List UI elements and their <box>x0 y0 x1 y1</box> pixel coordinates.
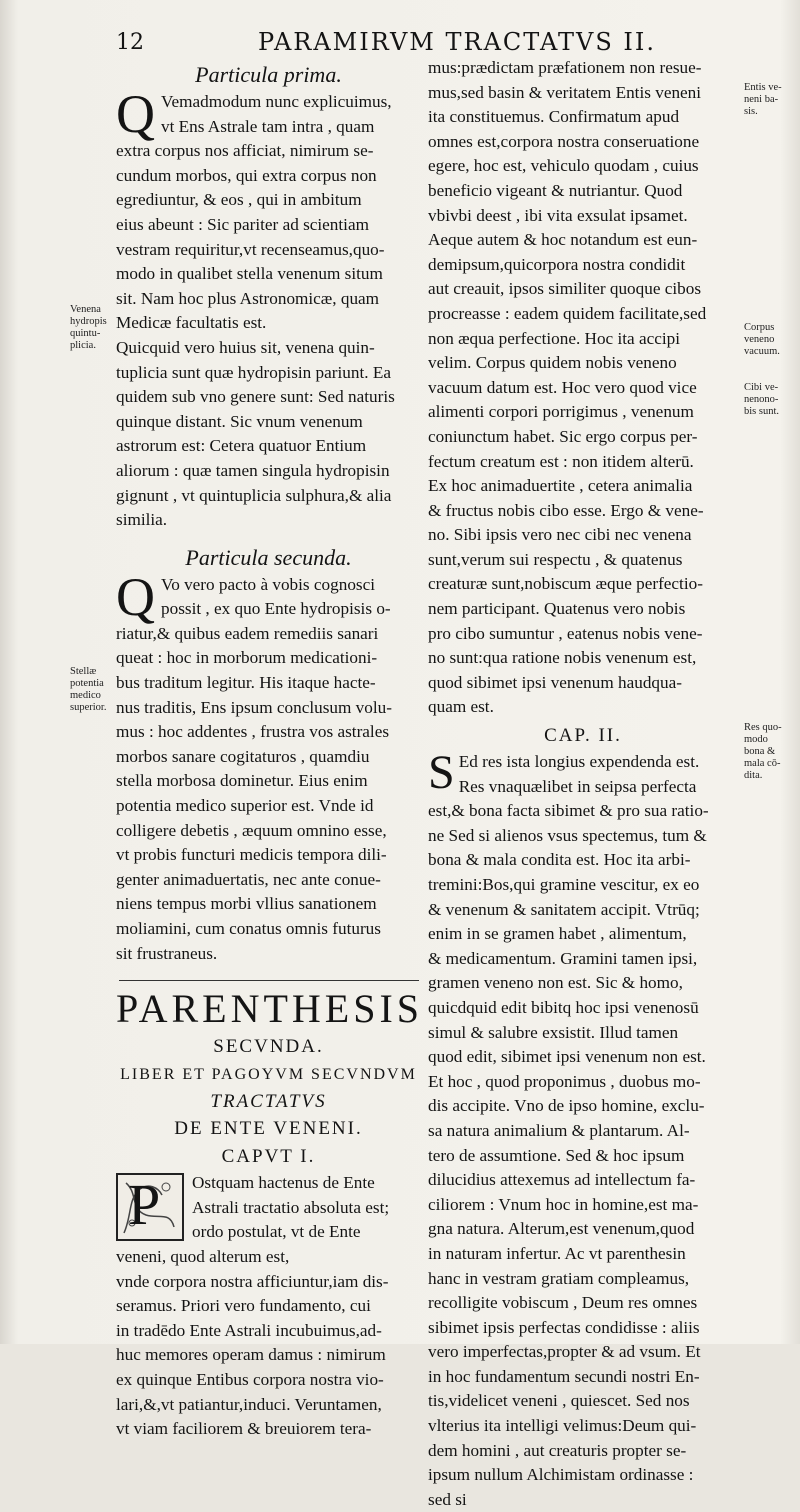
text-line: demipsum,quicorpora nostra condidit <box>428 254 686 274</box>
text-line: Vo vero pacto à vobis cognosci <box>161 574 376 594</box>
text-line: ordo postulat, vt de Ente <box>192 1222 361 1242</box>
text-line: no sunt:qua ratione nobis venenum est, <box>428 648 697 668</box>
right-paragraph-1 <box>428 56 738 720</box>
text-line: potentia medico superior est. Vnde id <box>116 796 374 816</box>
margin-note-corpus <box>744 322 780 358</box>
text-line: quam est. <box>428 697 494 717</box>
margin-note-line: hydropis <box>70 316 107 327</box>
text-line: modo in qualibet stella venenum situm <box>116 264 383 284</box>
text-line: genter animaduertatis, nec ante conue- <box>116 869 381 889</box>
text-line: vbivbi deest , ibi vita exsulat ipsamet. <box>428 205 688 225</box>
text-line: nus traditis, Ens ipsum conclusum volu- <box>116 697 392 717</box>
text-line: Vemadmodum nunc explicuimus, <box>161 92 392 111</box>
text-line: est,& bona facta sibimet & pro sua ratio- <box>428 801 709 821</box>
margin-note-line: quintu- <box>70 328 101 339</box>
margin-note-line: bona & <box>744 746 776 757</box>
margin-note-line: Corpus <box>744 322 775 333</box>
text-line: aliorum : quæ tamen singula hydropisin <box>116 460 390 480</box>
text-line: vt viam faciliorem & breuiorem tera- <box>116 1419 372 1439</box>
text-line: sibimet ipsis perfectas condidisse : aliis <box>428 1317 700 1337</box>
margin-note-line: plicia. <box>70 340 96 351</box>
running-title: PARAMIRVM TRACTATVS II. <box>258 28 656 56</box>
text-line: ita constituemus. Confirmatum apud <box>428 107 680 127</box>
margin-note-line: vacuum. <box>744 346 780 357</box>
text-line: recolligite vobiscum , Deum res omnes <box>428 1293 698 1313</box>
text-line: non æqua perfectione. Hoc ita accipi <box>428 328 680 348</box>
text-line: astrorum est: Cetera quatuor Entium <box>116 436 367 456</box>
text-line: quicdquid edit bibitq hoc ipsi venenosū <box>428 997 699 1017</box>
paragraph-3 <box>116 566 421 967</box>
text-line: Medicæ facultatis est. <box>116 313 267 333</box>
text-line: bona & mala condita est. Hoc ita arbi- <box>428 850 691 870</box>
cap-ii-heading: CAP. II. <box>544 725 622 747</box>
text-line: colligere debetis , æquum omnino esse, <box>116 820 387 840</box>
text-line: tero de assumtione. Sed & hoc ipsum <box>428 1145 685 1165</box>
text-line: morbos sanare cogitaturos , quamdiu <box>116 746 370 766</box>
paragraph-1 <box>116 84 421 336</box>
text-line: vero imperfectas,propter & ad vsum. Et <box>428 1342 701 1362</box>
right-column <box>428 56 738 1512</box>
text-line: quidem sub vno genere sunt: Sed naturis <box>116 387 395 407</box>
text-line: vt Ens Astrale tam intra , quam <box>161 116 375 136</box>
text-line: ex quinque Entibus corpora nostra vio- <box>116 1369 384 1389</box>
text-line: cundum morbos, qui extra corpus non <box>116 165 377 185</box>
text-line: Ex hoc animaduertite , cetera animalia <box>428 476 693 496</box>
ornamental-initial-letter: P <box>128 1172 161 1238</box>
text-line: possit , ex quo Ente hydropisis o- <box>161 599 391 619</box>
text-line: bus traditum legitur. His itaque hacte- <box>116 673 376 693</box>
margin-note-line: Cibi ve- <box>744 382 779 393</box>
margin-note-line: Venena <box>70 304 101 315</box>
drop-cap-q-2: Q <box>116 566 155 627</box>
text-line: Et hoc , quod proponimus , duobus mo- <box>428 1071 701 1091</box>
text-line: quod sibimet ipsi venenum haudqua- <box>428 672 682 692</box>
text-line: tis,videlicet veneni , quiescet. Sed nos <box>428 1391 690 1411</box>
text-line: similia. <box>116 510 168 530</box>
margin-note-line: dita. <box>744 770 763 781</box>
text-line: sed si <box>428 1489 467 1509</box>
text-line: veneni, quod alterum est, <box>116 1246 290 1266</box>
text-line: queat : hoc in morborum medicationi- <box>116 648 378 668</box>
section-subtitle-secunda: SECVNDA. <box>213 1036 324 1058</box>
margin-note-venena <box>70 304 107 352</box>
text-line: Aeque autem & hoc notandum est eun- <box>428 230 698 250</box>
text-line: omnes est,corpora nostra conseruatione <box>428 131 700 151</box>
text-line: & fructus nobis cibo esse. Ergo & vene- <box>428 500 704 520</box>
text-line: in tradēdo Ente Astrali incubuimus,ad- <box>116 1320 382 1340</box>
text-line: egrediuntur, & eos , qui in ambitum <box>116 190 362 210</box>
text-line: extra corpus nos afficiat, nimirum se- <box>116 141 374 161</box>
margin-note-line: mala cō- <box>744 758 781 769</box>
paragraph-4 <box>116 1171 421 1442</box>
text-line: quod edit, sibimet ipsi venenum non est. <box>428 1047 706 1067</box>
left-column <box>116 60 424 1442</box>
text-line: mus : hoc addentes , frustra vos astrales <box>116 722 390 742</box>
text-line: ipsum nullum Alchimistam ordinasse : <box>428 1465 694 1485</box>
text-line: aut creauit, ipsos similiter quoque cibos <box>428 279 702 299</box>
paragraph-2 <box>116 336 421 533</box>
text-line: tremini:Bos,qui gramine vescitur, ex eo <box>428 875 700 894</box>
ornamental-initial <box>116 1173 184 1241</box>
text-line: vlterius ita intelligi velimus:Deum qui- <box>428 1416 697 1436</box>
page-number: 12 <box>116 30 144 55</box>
margin-note-res <box>744 722 782 782</box>
text-line: fectum creatum est : non itidem alterū. <box>428 451 694 471</box>
tractatus-line: TRACTATVS <box>210 1091 327 1113</box>
text-line: vacuum datum est. Hoc vero quod vice <box>428 377 697 397</box>
section-title-parenthesis: PARENTHESIS <box>116 986 424 1032</box>
text-line: sunt,verum sui respectu , & quatenus <box>428 549 683 569</box>
text-line: quinque distant. Sic vnum venenum <box>116 411 363 431</box>
page-header <box>0 26 800 60</box>
heading-particula-prima: Particula prima. <box>195 62 342 87</box>
text-line: eius abeunt : Sic pariter ad scientiam <box>116 214 369 234</box>
text-line: lari,&,vt patiantur,induci. Veruntamen, <box>116 1394 382 1414</box>
text-line: gramen veneno non est. Sic & homo, <box>428 973 683 993</box>
text-line: vestram requiritur,vt recenseamus,quo- <box>116 239 385 259</box>
text-line: creaturæ sunt,nobiscum æque perfectio- <box>428 574 703 594</box>
margin-note-line: bis sunt. <box>744 406 780 417</box>
text-line: vt probis functuri medicis tempora dili- <box>116 845 387 865</box>
text-line: Astrali tractatio absoluta est; <box>192 1197 390 1217</box>
text-line: dem homini , aut creaturis propter se- <box>428 1440 687 1460</box>
text-line: mus,sed basin & veritatem Entis veneni <box>428 82 702 102</box>
text-line: stella morbosa dominetur. Eius enim <box>116 771 368 791</box>
margin-note-line: medico <box>70 690 101 701</box>
text-line: in hoc fundamentum secundi nostri En- <box>428 1366 700 1386</box>
text-line: dilucidius attexemus ad intellectum fa- <box>428 1170 696 1190</box>
text-line: & venenum & sanitatem accipit. Vtrūq; <box>428 899 700 919</box>
text-line: gna natura. Alterum,est venenum,quod <box>428 1219 695 1239</box>
drop-cap-q: Q <box>116 84 155 144</box>
text-line: mus:prædictam præfationem non resue- <box>428 58 702 77</box>
text-line: tuplicia sunt quæ hydropisin pariunt. Ea <box>116 362 391 382</box>
de-ente-veneni-line: DE ENTE VENENI. <box>174 1118 363 1140</box>
margin-note-line: Entis ve- <box>744 82 782 93</box>
text-line: huc memores operam damus : nimirum <box>116 1345 386 1365</box>
margin-note-line: superior. <box>70 702 107 713</box>
text-line: niens tempus morbi vllius sanationem <box>116 894 377 914</box>
text-line: ne Sed si alienos vsus spectemus, tum & <box>428 825 707 845</box>
text-line: beneficio vigeant & nutriantur. Quod <box>428 180 683 200</box>
text-line: & medicamentum. Gramini tamen ipsi, <box>428 948 698 968</box>
text-line: nem participant. Quatenus vero nobis <box>428 599 686 619</box>
text-line: gignunt , vt quintuplicia sulphura,& alia <box>116 485 392 505</box>
text-line: Ostquam hactenus de Ente <box>192 1173 375 1193</box>
text-line: sa natura animalium & plantarum. Al- <box>428 1120 690 1140</box>
text-line: Ed res ista longius expendenda est. <box>458 752 700 772</box>
text-line: Quicquid vero huius sit, venena quin- <box>116 337 375 357</box>
text-line: egere, hoc est, vehiculo quodam , cuius <box>428 156 699 176</box>
liber-line: LIBER ET PAGOYVM SECVNDVM <box>120 1066 417 1084</box>
text-line: Res vnaquælibet in seipsa perfecta <box>458 776 697 796</box>
text-line: ciliorem : Vnum hoc in homine,est ma- <box>428 1194 699 1214</box>
text-line: riatur,& quibus eadem remediis sanari <box>116 623 379 643</box>
margin-note-line: nenono- <box>744 394 779 405</box>
margin-note-entis <box>744 82 782 118</box>
margin-note-line: Stellæ <box>70 666 97 677</box>
text-line: moliamini, cum conatus omnis futurus <box>116 919 381 938</box>
margin-note-line: Res quo- <box>744 722 782 733</box>
text-line: pro cibo sumuntur , eatenus nobis vene- <box>428 623 703 643</box>
text-line: seramus. Priori vero fundamento, cui <box>116 1296 371 1316</box>
margin-note-stellae <box>70 666 106 714</box>
heading-particula-secunda: Particula secunda. <box>185 544 352 570</box>
margin-note-line: potentia <box>70 678 104 689</box>
caput-line: CAPVT I. <box>221 1146 316 1168</box>
margin-note-line: sis. <box>744 106 758 117</box>
margin-note-line: modo <box>744 734 768 745</box>
text-line: hanc in vestram gratiam compleamus, <box>428 1268 690 1288</box>
text-line: no. Sibi ipsis vero nec cibi nec venena <box>428 525 692 545</box>
text-line: vnde corpora nostra afficiuntur,iam dis- <box>116 1271 389 1291</box>
margin-note-line: veneno <box>744 334 775 345</box>
text-line: coniunctum habet. Sic ergo corpus per- <box>428 426 698 446</box>
right-paragraph-2 <box>428 746 738 1512</box>
margin-note-cibi <box>744 382 779 418</box>
text-line: sit. Nam hoc plus Astronomicæ, quam <box>116 288 380 308</box>
text-line: dis accipite. Vno de ipso homine, exclu- <box>428 1096 705 1116</box>
drop-cap-s: S <box>428 746 455 800</box>
text-line: in naturam infertur. Ac vt parenthesin <box>428 1243 686 1263</box>
text-line: simul & salubre exsistit. Illud tamen <box>428 1022 679 1042</box>
text-line: alimenti corpori porrigimus , venenum <box>428 402 694 422</box>
text-line: sit frustraneus. <box>116 943 218 963</box>
text-line: enim in se gramen habet , alimentum, <box>428 924 687 944</box>
text-line: procreasse : eadem quidem facilitate,sed <box>428 303 707 323</box>
margin-note-line: neni ba- <box>744 94 779 105</box>
text-line: velim. Corpus quidem nobis veneno <box>428 353 677 373</box>
